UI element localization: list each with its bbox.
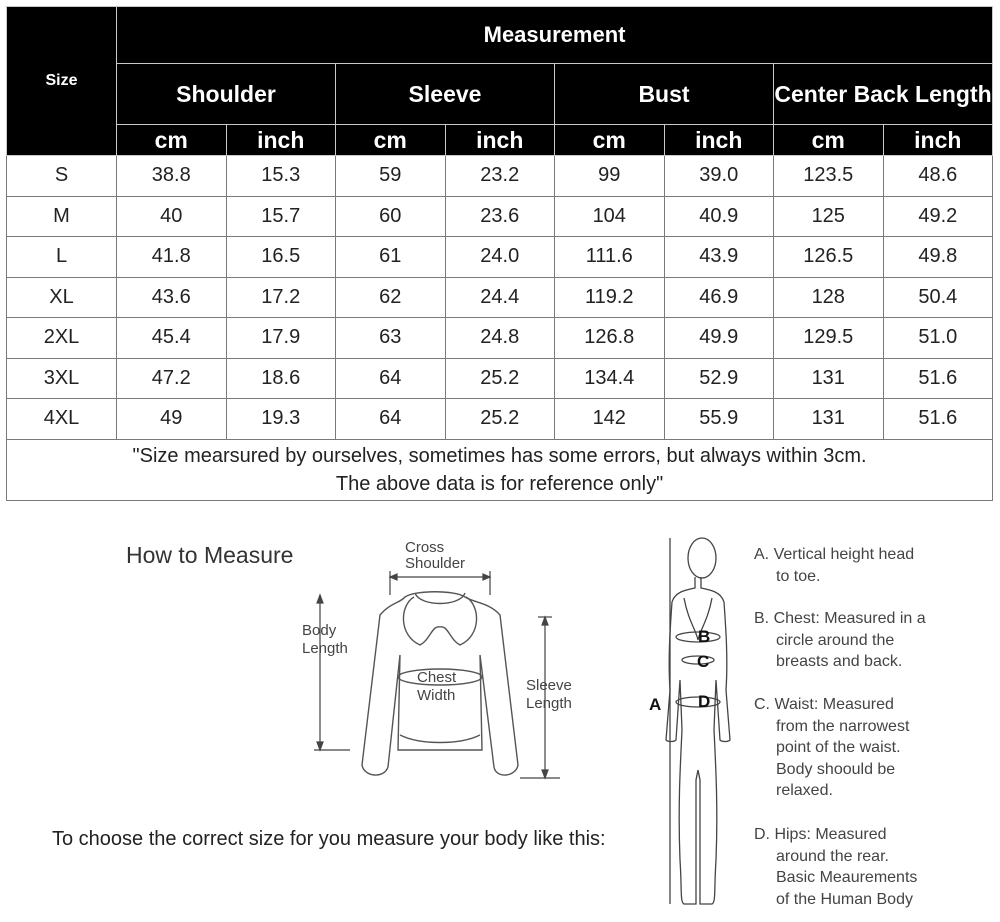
measurement-cell: 41.8 (117, 237, 227, 278)
measurement-cell: 64 (336, 399, 446, 440)
table-row (7, 196, 993, 237)
unit-header: cm (774, 125, 884, 156)
arrowhead (542, 617, 548, 625)
measurement-cell: 49.9 (664, 318, 774, 359)
legend-text: C. Waist: Measured (754, 696, 894, 713)
measurement-cell: 51.6 (883, 399, 993, 440)
unit-header: cm (117, 125, 227, 156)
measurement-legend (754, 544, 994, 910)
chest-width-label: Chest (417, 669, 457, 686)
size-cell: XL (7, 277, 117, 318)
table-row (7, 277, 993, 318)
legend-text: to toe. (776, 567, 821, 585)
legend-text: circle around the (776, 631, 895, 649)
measurement-cell: 43.6 (117, 277, 227, 318)
measurement-cell: 50.4 (883, 277, 993, 318)
arrowhead (390, 574, 397, 580)
sweater-measure-diagram (290, 535, 590, 790)
measurement-cell: 131 (774, 358, 884, 399)
choose-size-instruction: To choose the correct size for you measure your body like this: (52, 828, 606, 850)
unit-header: inch (664, 125, 774, 156)
how-to-measure-title: How to Measure (126, 542, 294, 568)
measurement-cell: 15.7 (226, 196, 336, 237)
body-label-c: C (697, 652, 710, 671)
measurement-cell: 45.4 (117, 318, 227, 359)
measurement-cell: 38.8 (117, 156, 227, 197)
measurement-cell: 40.9 (664, 196, 774, 237)
unit-header: inch (226, 125, 336, 156)
legend-text: A. Vertical height head (754, 546, 915, 563)
measurement-cell: 24.0 (445, 237, 555, 278)
measurement-cell: 49 (117, 399, 227, 440)
sleeve-length-label: Sleeve (526, 677, 572, 694)
unit-header: inch (445, 125, 555, 156)
measurement-cell: 104 (555, 196, 665, 237)
measurement-cell: 49.2 (883, 196, 993, 237)
shoulder-header: Shoulder (117, 64, 336, 125)
table-row (7, 237, 993, 278)
body-label-a: A (649, 695, 662, 714)
size-chart-table (6, 6, 993, 501)
measurement-cell: 126.5 (774, 237, 884, 278)
legend-text: of the Human Body (776, 890, 913, 908)
measurement-cell: 23.2 (445, 156, 555, 197)
legend-text: from the narrowest (776, 717, 910, 735)
table-row (7, 318, 993, 359)
measurement-cell: 134.4 (555, 358, 665, 399)
sweater-collar-detail (403, 597, 476, 645)
cross-shoulder-label: Cross (405, 539, 445, 556)
legend-text: point of the waist. (776, 739, 901, 756)
legend-text: Body shoould be (776, 760, 896, 778)
measurement-cell: 25.2 (445, 358, 555, 399)
head-outline (688, 538, 716, 578)
measurement-cell: 19.3 (226, 399, 336, 440)
measurement-header: Measurement (117, 7, 993, 64)
cross-shoulder-label-2: Shoulder (405, 555, 466, 572)
measurement-cell: 40 (117, 196, 227, 237)
size-cell: M (7, 196, 117, 237)
measurement-cell: 63 (336, 318, 446, 359)
measurement-cell: 99 (555, 156, 665, 197)
measurement-cell: 131 (774, 399, 884, 440)
arrowhead (542, 770, 548, 778)
measurement-cell: 111.6 (555, 237, 665, 278)
unit-header: cm (555, 125, 665, 156)
legend-text: D. Hips: Measured (754, 826, 887, 843)
legend-item-c (754, 694, 994, 824)
measurement-cell: 61 (336, 237, 446, 278)
measurement-cell: 142 (555, 399, 665, 440)
measurement-cell: 52.9 (664, 358, 774, 399)
body-label-d: D (698, 692, 711, 711)
measurement-cell: 24.4 (445, 277, 555, 318)
measurement-cell: 17.9 (226, 318, 336, 359)
measurement-cell: 17.2 (226, 277, 336, 318)
size-note-line1: "Size mearsured by ourselves, sometimes has some errors, but always within 3cm. (132, 444, 867, 467)
measurement-cell: 62 (336, 277, 446, 318)
measurement-cell: 16.5 (226, 237, 336, 278)
unit-header: inch (883, 125, 993, 156)
legend-text: B. Chest: Measured in a (754, 610, 926, 627)
size-column-header: Size (7, 7, 117, 156)
measurement-cell: 46.9 (664, 277, 774, 318)
measurement-cell: 59 (336, 156, 446, 197)
measurement-cell: 51.6 (883, 358, 993, 399)
measurement-cell: 129.5 (774, 318, 884, 359)
size-cell: 2XL (7, 318, 117, 359)
arrowhead (317, 742, 323, 750)
measurement-cell: 48.6 (883, 156, 993, 197)
sleeve-length-label-2: Length (526, 695, 572, 712)
legend-item-b (754, 608, 994, 694)
measurement-cell: 64 (336, 358, 446, 399)
measurement-cell: 47.2 (117, 358, 227, 399)
table-row (7, 399, 993, 440)
size-cell: 4XL (7, 399, 117, 440)
measurement-cell: 18.6 (226, 358, 336, 399)
measurement-cell: 51.0 (883, 318, 993, 359)
center-back-length-header: Center Back Length (774, 64, 993, 125)
table-row (7, 358, 993, 399)
human-body-diagram (640, 530, 750, 915)
legend-item-d (754, 824, 994, 910)
arrowhead (483, 574, 490, 580)
measurement-cell: 23.6 (445, 196, 555, 237)
measurement-cell: 55.9 (664, 399, 774, 440)
measurement-cell: 60 (336, 196, 446, 237)
size-cell: L (7, 237, 117, 278)
sleeve-header: Sleeve (336, 64, 555, 125)
size-note-line2: The above data is for reference only" (335, 472, 664, 495)
measurement-cell: 126.8 (555, 318, 665, 359)
measurement-cell: 25.2 (445, 399, 555, 440)
legend-item-a (754, 544, 994, 608)
size-cell: 3XL (7, 358, 117, 399)
legend-text: relaxed. (776, 782, 833, 799)
legend-text: around the rear. (776, 847, 889, 865)
measurement-cell: 43.9 (664, 237, 774, 278)
unit-header: cm (336, 125, 446, 156)
size-note (7, 439, 993, 500)
measurement-cell: 49.8 (883, 237, 993, 278)
body-length-label: Body (302, 622, 337, 639)
measurement-cell: 15.3 (226, 156, 336, 197)
measurement-cell: 119.2 (555, 277, 665, 318)
hem-line (400, 735, 480, 743)
table-row (7, 156, 993, 197)
measurement-cell: 128 (774, 277, 884, 318)
legend-text: breasts and back. (776, 653, 903, 670)
measurement-cell: 39.0 (664, 156, 774, 197)
measurement-cell: 24.8 (445, 318, 555, 359)
body-label-b: B (698, 627, 711, 646)
chest-width-label-2: Width (417, 687, 456, 704)
size-cell: S (7, 156, 117, 197)
measurement-cell: 125 (774, 196, 884, 237)
legend-text: Basic Meaurements (776, 869, 918, 886)
measurement-cell: 123.5 (774, 156, 884, 197)
bust-header: Bust (555, 64, 774, 125)
body-length-label-2: Length (302, 640, 348, 657)
arrowhead (317, 595, 323, 603)
